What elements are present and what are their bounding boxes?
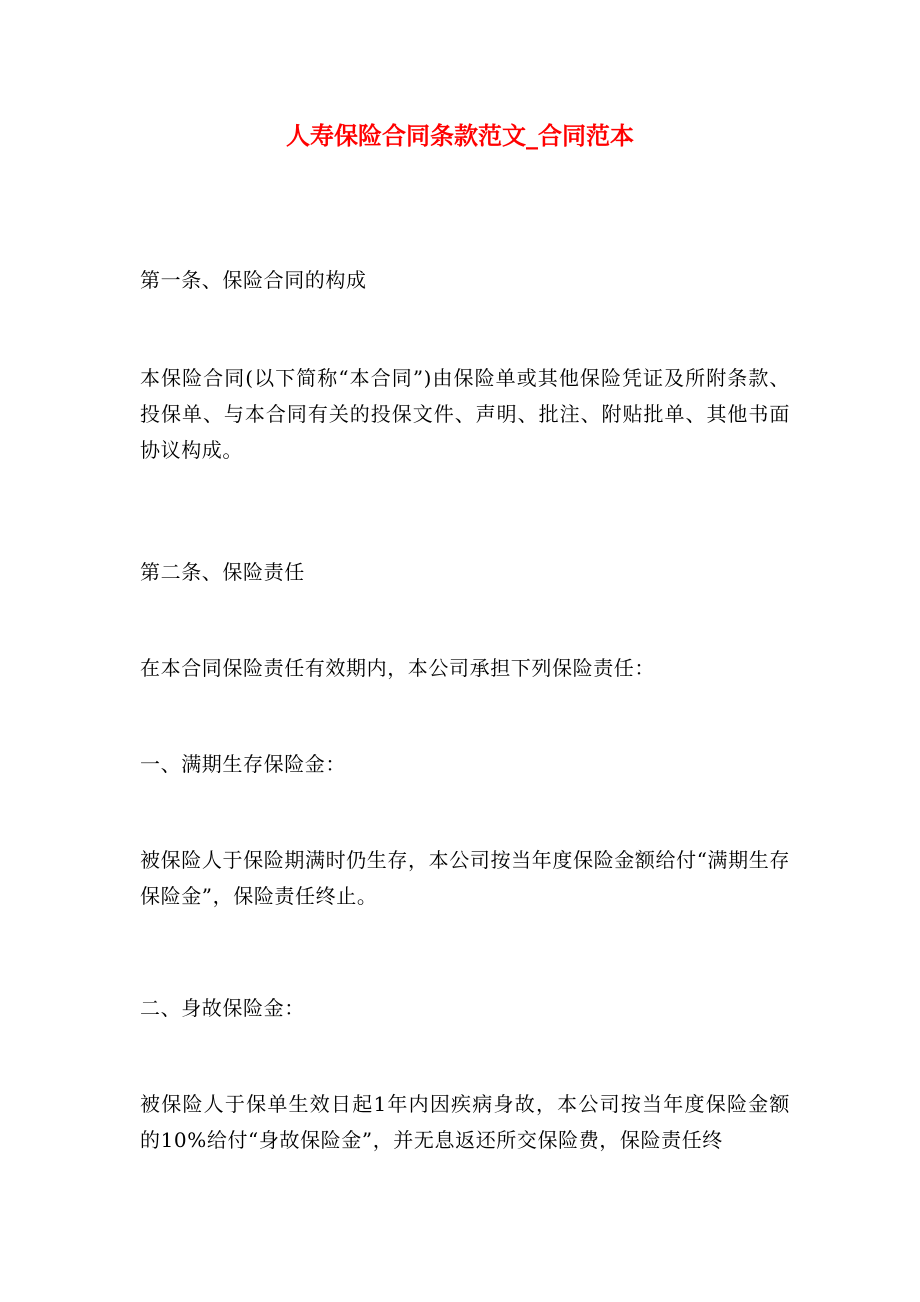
clause-2-body: 被保险人于保单生效日起1年内因疾病身故，本公司按当年度保险金额的10%给付“身故保险金”，并无息返还所交保险费，保险责任终	[140, 1092, 790, 1152]
clause-2-heading: 二、身故保险金：	[140, 996, 305, 1020]
article-2-heading: 第二条、保险责任	[140, 560, 305, 584]
document-title: 人寿保险合同条款范文_合同范本	[286, 121, 634, 150]
clause-1-body: 被保险人于保险期满时仍生存，本公司按当年度保险金额给付“满期生存保险金”，保险责任终止。	[140, 848, 790, 908]
article-1-heading: 第一条、保险合同的构成	[140, 268, 367, 292]
clause-1-heading: 一、满期生存保险金：	[140, 752, 346, 776]
article-2-intro: 在本合同保险责任有效期内，本公司承担下列保险责任：	[140, 656, 655, 680]
article-1-body: 本保险合同(以下简称“本合同”)由保险单或其他保险凭证及所附条款、投保单、与本合同有关的投保文件、声明、批注、附贴批单、其他书面协议构成。	[140, 366, 790, 462]
